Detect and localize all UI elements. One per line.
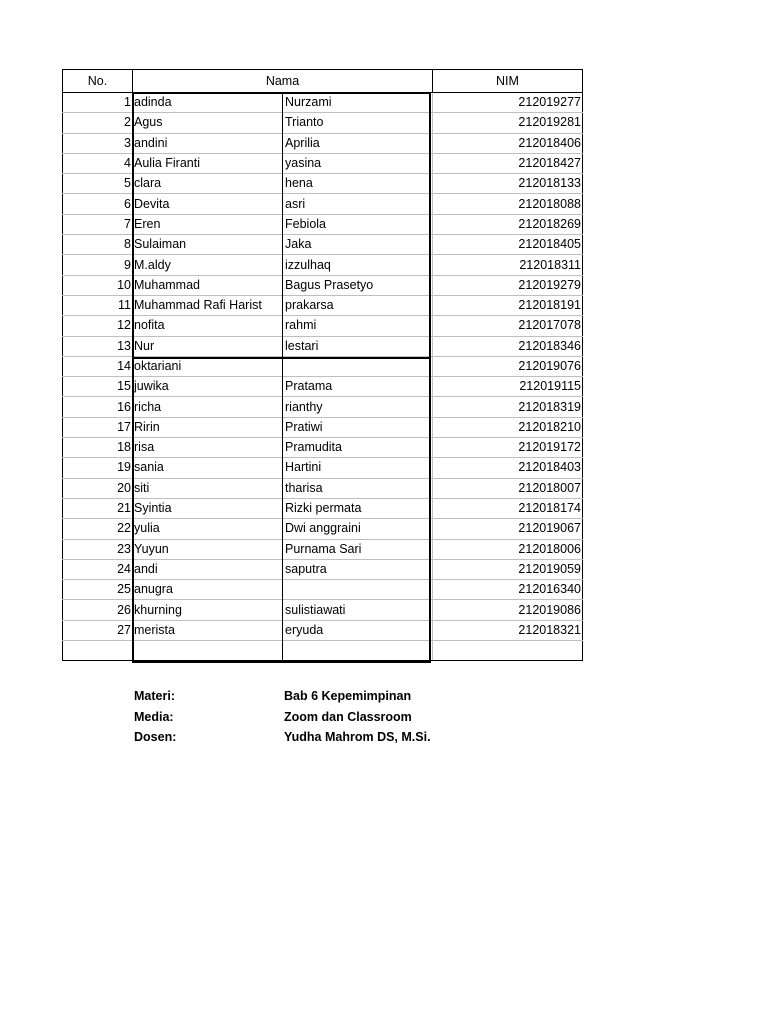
table-row [63, 214, 583, 234]
table-row [63, 498, 583, 518]
first-name-cell: Muhammad Rafi Harist [133, 295, 283, 315]
header-nama: Nama [133, 70, 433, 93]
first-name-cell: Muhammad [133, 275, 283, 295]
first-name-cell: Syintia [133, 498, 283, 518]
first-name-cell: clara [133, 174, 283, 194]
last-name-cell: Pramudita [283, 438, 433, 458]
last-name-cell: Dwi anggraini [283, 519, 433, 539]
row-number: 4 [63, 153, 133, 173]
first-name-cell: Devita [133, 194, 283, 214]
last-name-cell: saputra [283, 559, 433, 579]
row-number: 15 [63, 377, 133, 397]
nim-cell: 212019172 [433, 438, 583, 458]
nim-cell: 212019115 [433, 377, 583, 397]
first-name-cell: Aulia Firanti [133, 153, 283, 173]
first-name-cell: Nur [133, 336, 283, 356]
row-number: 18 [63, 438, 133, 458]
last-name-cell: Pratiwi [283, 417, 433, 437]
row-number: 11 [63, 295, 133, 315]
row-number: 1 [63, 93, 133, 113]
table-row [63, 295, 583, 315]
nim-cell: 212018269 [433, 214, 583, 234]
nim-cell: 212019281 [433, 113, 583, 133]
row-number: 6 [63, 194, 133, 214]
nim-cell: 212018174 [433, 498, 583, 518]
first-name-cell: sania [133, 458, 283, 478]
header-nim: NIM [433, 70, 583, 93]
first-name-cell: Yuyun [133, 539, 283, 559]
nim-cell: 212019067 [433, 519, 583, 539]
first-name-cell: M.aldy [133, 255, 283, 275]
last-name-cell: lestari [283, 336, 433, 356]
info-label: Materi: [134, 689, 175, 703]
last-name-cell [283, 641, 433, 661]
nim-cell [433, 641, 583, 661]
first-name-cell: risa [133, 438, 283, 458]
last-name-cell: izzulhaq [283, 255, 433, 275]
nim-cell: 212018088 [433, 194, 583, 214]
table-row [63, 113, 583, 133]
nim-cell: 212019277 [433, 93, 583, 113]
table-row [63, 417, 583, 437]
row-number: 16 [63, 397, 133, 417]
table-row [63, 194, 583, 214]
row-number: 2 [63, 113, 133, 133]
info-value: Yudha Mahrom DS, M.Si. [284, 730, 431, 744]
last-name-cell: Bagus Prasetyo [283, 275, 433, 295]
nim-cell: 212017078 [433, 316, 583, 336]
table-row [63, 153, 583, 173]
table-row [63, 438, 583, 458]
table-row [63, 620, 583, 640]
row-number: 24 [63, 559, 133, 579]
row-number: 12 [63, 316, 133, 336]
nim-cell: 212018006 [433, 539, 583, 559]
last-name-cell: prakarsa [283, 295, 433, 315]
table-row [63, 478, 583, 498]
last-name-cell: rianthy [283, 397, 433, 417]
last-name-cell: Rizki permata [283, 498, 433, 518]
last-name-cell: tharisa [283, 478, 433, 498]
table-row [63, 641, 583, 661]
nim-cell: 212018405 [433, 235, 583, 255]
first-name-cell: khurning [133, 600, 283, 620]
row-number: 8 [63, 235, 133, 255]
first-name-cell [133, 641, 283, 661]
nim-cell: 212018319 [433, 397, 583, 417]
row-number: 26 [63, 600, 133, 620]
table-row [63, 580, 583, 600]
table-row [63, 275, 583, 295]
first-name-cell: adinda [133, 93, 283, 113]
last-name-cell [283, 580, 433, 600]
nim-cell: 212018133 [433, 174, 583, 194]
row-number: 25 [63, 580, 133, 600]
nim-cell: 212018191 [433, 295, 583, 315]
header-no: No. [63, 70, 133, 93]
nim-cell: 212018321 [433, 620, 583, 640]
row-number: 22 [63, 519, 133, 539]
last-name-cell: rahmi [283, 316, 433, 336]
nim-cell: 212018403 [433, 458, 583, 478]
first-name-cell: nofita [133, 316, 283, 336]
row-number: 19 [63, 458, 133, 478]
row-number: 23 [63, 539, 133, 559]
table-row [63, 356, 583, 376]
last-name-cell: Febiola [283, 214, 433, 234]
last-name-cell: Trianto [283, 113, 433, 133]
first-name-cell: andi [133, 559, 283, 579]
last-name-cell: Purnama Sari [283, 539, 433, 559]
nim-cell: 212019279 [433, 275, 583, 295]
first-name-cell: anugra [133, 580, 283, 600]
row-number: 5 [63, 174, 133, 194]
row-number: 14 [63, 356, 133, 376]
info-value: Bab 6 Kepemimpinan [284, 689, 412, 703]
info-label: Dosen: [134, 730, 177, 744]
table-row [63, 539, 583, 559]
nim-cell: 212019086 [433, 600, 583, 620]
last-name-cell: Aprilia [283, 133, 433, 153]
nim-cell: 212019076 [433, 356, 583, 376]
table-row [63, 93, 583, 113]
last-name-cell: sulistiawati [283, 600, 433, 620]
row-number: 10 [63, 275, 133, 295]
table-row [63, 377, 583, 397]
table-row [63, 336, 583, 356]
last-name-cell: hena [283, 174, 433, 194]
last-name-cell: Jaka [283, 235, 433, 255]
table-row [63, 458, 583, 478]
row-number: 3 [63, 133, 133, 153]
row-number: 21 [63, 498, 133, 518]
table-row [63, 255, 583, 275]
first-name-cell: Eren [133, 214, 283, 234]
table-row [63, 235, 583, 255]
last-name-cell [283, 356, 433, 376]
nim-cell: 212018427 [433, 153, 583, 173]
first-name-cell: andini [133, 133, 283, 153]
nim-cell: 212018311 [433, 255, 583, 275]
row-number [63, 641, 133, 661]
row-number: 20 [63, 478, 133, 498]
first-name-cell: merista [133, 620, 283, 640]
first-name-cell: Agus [133, 113, 283, 133]
first-name-cell: richa [133, 397, 283, 417]
row-number: 9 [63, 255, 133, 275]
header-row [63, 70, 583, 93]
first-name-cell: Sulaiman [133, 235, 283, 255]
student-table [62, 69, 583, 661]
table-row [63, 519, 583, 539]
first-name-cell: Ririn [133, 417, 283, 437]
first-name-cell: yulia [133, 519, 283, 539]
row-number: 27 [63, 620, 133, 640]
first-name-cell: siti [133, 478, 283, 498]
table-row [63, 174, 583, 194]
info-label: Media: [134, 709, 174, 724]
nim-cell: 212016340 [433, 580, 583, 600]
info-value: Zoom dan Classroom [284, 709, 412, 724]
table-row [63, 397, 583, 417]
table-row [63, 133, 583, 153]
last-name-cell: Pratama [283, 377, 433, 397]
last-name-cell: Hartini [283, 458, 433, 478]
last-name-cell: asri [283, 194, 433, 214]
first-name-cell: oktariani [133, 356, 283, 376]
last-name-cell: eryuda [283, 620, 433, 640]
nim-cell: 212018406 [433, 133, 583, 153]
nim-cell: 212018007 [433, 478, 583, 498]
row-number: 17 [63, 417, 133, 437]
table-row [63, 600, 583, 620]
row-number: 7 [63, 214, 133, 234]
row-number: 13 [63, 336, 133, 356]
nim-cell: 212018346 [433, 336, 583, 356]
table-row [63, 559, 583, 579]
table-row [63, 316, 583, 336]
nim-cell: 212019059 [433, 559, 583, 579]
table-body [63, 93, 583, 661]
last-name-cell: yasina [283, 153, 433, 173]
last-name-cell: Nurzami [283, 93, 433, 113]
nim-cell: 212018210 [433, 417, 583, 437]
first-name-cell: juwika [133, 377, 283, 397]
